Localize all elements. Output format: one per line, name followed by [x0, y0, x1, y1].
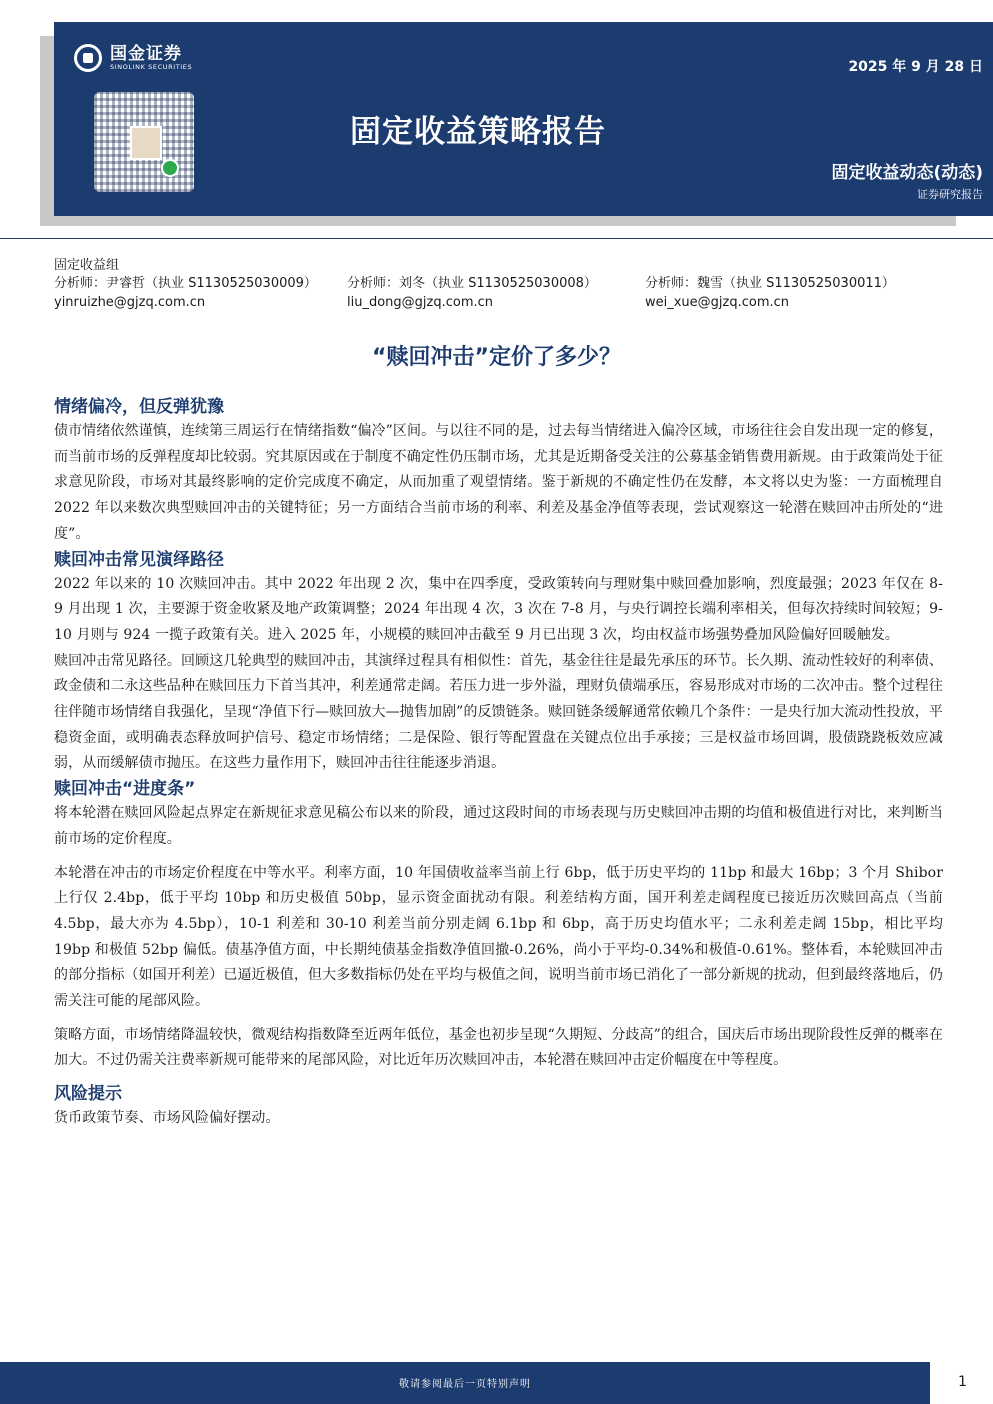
paragraph: 将本轮潜在赎回风险起点界定在新规征求意见稿公布以来的阶段，通过这段时间的市场表现与历史赎回冲击期的均值和极值进行对比，来判断当前市场的定价程度。: [54, 805, 943, 847]
article-body: [54, 395, 943, 1132]
logo-icon: [74, 44, 102, 72]
report-banner: [54, 22, 993, 216]
paragraph: 货币政策节奏、市场风险偏好摆动。: [54, 1110, 280, 1127]
paragraph: 本轮潜在冲击的市场定价程度在中等水平。利率方面，10 年国债收益率当前上行 6bp，低于历史平均的 11bp 和最大 16bp；3 个月 Shibor 上行仅 2.4bp，低于平均 10bp 和历史极值 50bp，显示资金面扰动有限。利差结构方面，国开利差走阔程度已接近历次赎回高点（当前 4.5bp，最大亦为 4.5bp），10-1 利差和 30-10 利差当前分别走阔 6.1bp 和 6bp，高于历史均值水平；二永利差走阔 15bp，相比平均 19bp 和极值 52bp 偏低。债基净值方面，中长期纯债基金指数净值回撤-0.26%，尚小于平均-0.34%和极值-0.61%。整体看，本轮赎回冲击的部分指标（如国开利差）已逼近极值，但大多数指标仍处在平均与极值之间，说明当前市场已消化了一部分新规的扰动，但到最终落地后，仍需关注可能的尾部风险。: [54, 864, 943, 1010]
logo-en-text: SINOLINK SECURITIES: [110, 62, 193, 71]
analyst-1: 分析师：尹睿哲（执业 S1130525030009）: [54, 276, 317, 291]
section-heading: 赎回冲击常见演绎路径: [54, 549, 224, 570]
qr-code-icon: [94, 92, 194, 192]
report-title: 固定收益策略报告: [350, 114, 606, 150]
analyst-3-email[interactable]: wei_xue@gjzq.com.cn: [645, 295, 790, 310]
company-logo: [74, 44, 192, 72]
page-number: 1: [958, 1374, 967, 1390]
analyst-2: 分析师：刘冬（执业 S1130525030008）: [347, 276, 597, 291]
analyst-3: 分析师：魏雪（执业 S1130525030011）: [645, 276, 895, 291]
section-heading: 风险提示: [54, 1084, 122, 1105]
paragraph: 债市情绪依然谨慎，连续第三周运行在情绪指数“偏冷”区间。与以往不同的是，过去每当情绪进入偏冷区域，市场往往会自发出现一定的修复，而当前市场的反弹程度却比较弱。究其原因或在于制度不确定性仍压制市场，尤其是近期备受关注的公募基金销售费用新规。由于政策尚处于征求意见阶段，市场对其最终影响的定价完成度不确定，从而加重了观望情绪。鉴于新规的不确定性仍在发酵，本文将以史为鉴：一方面梳理自 2022 年以来数次典型赎回冲击的关键特征；另一方面结合当前市场的利率、利差及基金净值等表现，尝试观察这一轮潜在赎回冲击所处的“进度”。: [54, 423, 943, 542]
analyst-1-email[interactable]: yinruizhe@gjzq.com.cn: [54, 295, 206, 310]
team-name: 固定收益组: [54, 258, 120, 273]
report-subtitle: 固定收益动态(动态): [831, 163, 983, 183]
report-date: 2025 年 9 月 28 日: [848, 59, 983, 75]
footer-disclaimer: 敬请参阅最后一页特别声明: [399, 1379, 531, 1390]
logo-cn-text: 国金证券: [110, 43, 182, 64]
paragraph: 赎回冲击常见路径。回顾这几轮典型的赎回冲击，其演绎过程具有相似性：首先，基金往往是最先承压的环节。长久期、流动性较好的利率债、政金债和二永这些品种在赎回压力下首当其冲，利差通常走阔。若压力进一步外溢，理财负债端承压，容易形成对市场的二次冲击。整个过程往往伴随市场情绪自我强化，呈现“净值下行—赎回放大—抛售加剧”的反馈链条。赎回链条缓解通常依赖几个条件：一是央行加大流动性投放，平稳资金面，或明确表态释放呵护信号、稳定市场情绪；二是保险、银行等配置盘在关键点位出手承接；三是权益市场回调，股债跷跷板效应减弱，从而缓解债市抛压。在这些力量作用下，赎回冲击往往能逐步消退。: [54, 652, 943, 772]
section-heading: 赎回冲击“进度条”: [54, 779, 196, 800]
article-headline: “赎回冲击”定价了多少？: [372, 345, 621, 370]
header-divider: [0, 238, 993, 239]
qr-center-logo: [130, 126, 162, 160]
section-heading: 情绪偏冷，但反弹犹豫: [54, 397, 224, 417]
analyst-2-email[interactable]: liu_dong@gjzq.com.cn: [347, 295, 494, 310]
paragraph: 策略方面，市场情绪降温较快，微观结构指数降至近两年低位，基金也初步呈现“久期短、分歧高”的组合，国庆后市场出现阶段性反弹的概率在加大。不过仍需关注费率新规可能带来的尾部风险，对比近年历次赎回冲击，本轮潜在赎回冲击定价幅度在中等程度。: [54, 1026, 943, 1069]
paragraph: 2022 年以来的 10 次赎回冲击。其中 2022 年出现 2 次，集中在四季度，受政策转向与理财集中赎回叠加影响，烈度最强；2023 年仅在 8-9 月出现 1 次，主要源于资金收紧及地产政策调整；2024 年出现 4 次，3 次在 7-8 月，与央行调控长端利率相关，但每次持续时间较短；9-10 月则与 924 一揽子政策有关。进入 2025 年，小规模的赎回冲击截至 9 月已出现 3 次，均由权益市场强势叠加风险偏好回暖触发。: [54, 575, 943, 643]
report-type: 证券研究报告: [917, 188, 983, 201]
mini-program-icon: [161, 159, 179, 177]
